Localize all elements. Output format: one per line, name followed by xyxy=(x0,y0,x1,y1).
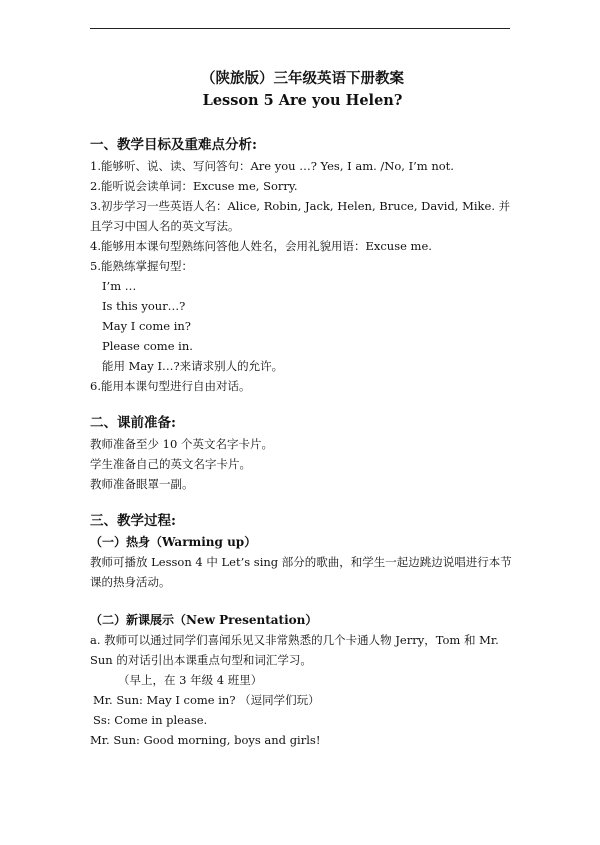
sentence-pattern: Is this your…? xyxy=(102,299,186,313)
section-heading-preparation: 二、课前准备: xyxy=(90,415,176,431)
preparation-item: 教师准备眼罩一副。 xyxy=(90,477,194,491)
dialogue-line: Mr. Sun: Good morning, boys and girls! xyxy=(90,733,321,747)
document-body xyxy=(90,68,515,750)
objective-item: 4.能够用本课句型熟练问答他人姓名，会用礼貌用语：Excuse me. xyxy=(90,239,432,253)
sentence-pattern: 能用 May I…?来请求别人的允许。 xyxy=(102,359,284,373)
dialogue-line: Ss: Come in please. xyxy=(93,713,208,727)
section-heading-objectives: 一、教学目标及重难点分析: xyxy=(90,137,257,153)
sentence-pattern: Please come in. xyxy=(102,339,193,353)
objective-item: 3.初步学习一些英语人名：Alice, Robin, Jack, Helen, Bruce, David, Mike. 并且学习中国人名的英文写法。 xyxy=(90,199,511,233)
sentence-pattern: I’m … xyxy=(102,279,137,293)
subheading-presentation: （二）新课展示（New Presentation） xyxy=(90,613,318,627)
top-rule xyxy=(90,28,510,29)
scene-note: （早上，在 3 年级 4 班里） xyxy=(118,673,263,687)
warmup-paragraph: 教师可播放 Lesson 4 中 Let’s sing 部分的歌曲，和学生一起边跳边说唱进行本节课的热身活动。 xyxy=(90,555,512,589)
subheading-warmup: （一）热身（Warming up） xyxy=(90,535,257,549)
presentation-paragraph: a. 教师可以通过同学们喜闻乐见又非常熟悉的几个卡通人物 Jerry，Tom 和 Mr. Sun 的对话引出本课重点句型和词汇学习。 xyxy=(90,633,499,667)
document-title: （陕旅版）三年级英语下册教案 xyxy=(201,70,404,87)
objective-item: 6.能用本课句型进行自由对话。 xyxy=(90,379,251,393)
preparation-item: 教师准备至少 10 个英文名字卡片。 xyxy=(90,437,273,451)
lesson-title: Lesson 5 Are you Helen? xyxy=(202,92,403,109)
preparation-item: 学生准备自己的英文名字卡片。 xyxy=(90,457,251,471)
objective-item: 5.能熟练掌握句型： xyxy=(90,259,193,273)
sentence-pattern: May I come in? xyxy=(102,319,191,333)
section-heading-process: 三、教学过程: xyxy=(90,513,176,529)
objective-item: 1.能够听、说、读、写问答句：Are you …? Yes, I am. /No, I’m not. xyxy=(90,159,454,173)
objective-item: 2.能听说会读单词：Excuse me, Sorry. xyxy=(90,179,298,193)
dialogue-line: Mr. Sun: May I come in? （逗同学们玩） xyxy=(93,693,320,707)
